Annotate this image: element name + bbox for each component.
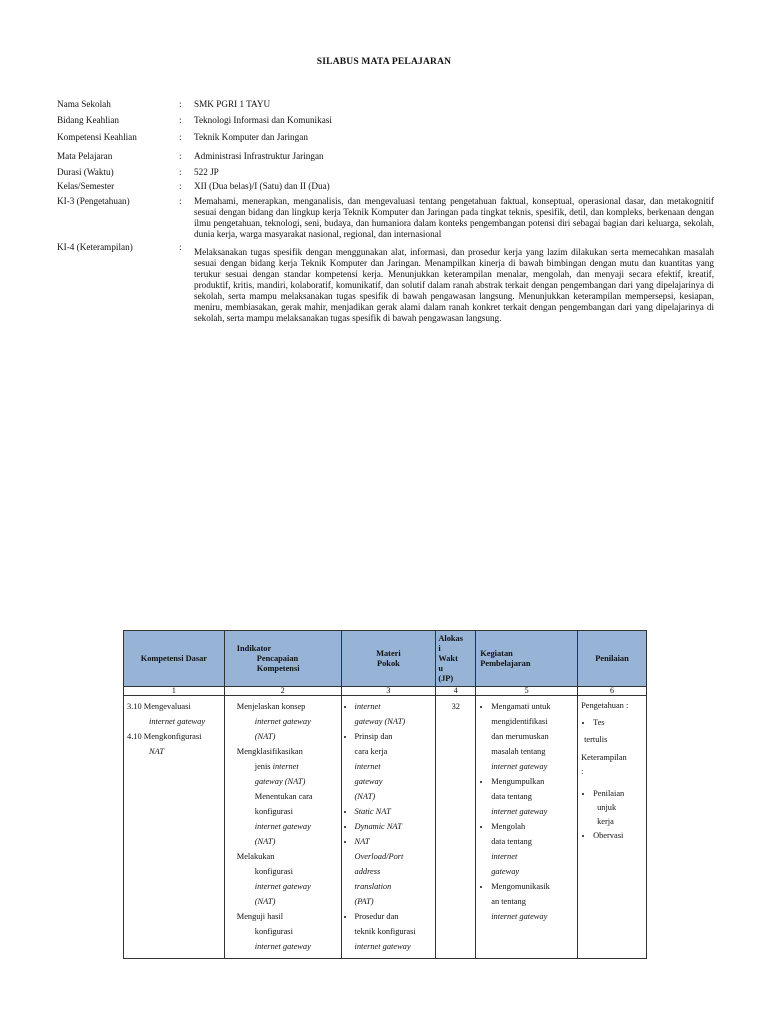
info-value: Teknik Komputer dan Jaringan	[194, 132, 308, 142]
info-colon: :	[179, 181, 182, 191]
indikator-line: Menentukan cara	[254, 792, 313, 801]
indikator-line: gateway (NAT)	[254, 777, 306, 786]
table-header-row	[124, 631, 647, 687]
info-colon: :	[179, 99, 182, 109]
info-value: Memahami, menerapkan, menganalisis, dan mengevaluasi tentang pengetahuan faktual, konseptual, operasional dasar, dan metakognitif sesuai dengan bidang dan lingkup kerja Teknik Komputer dan Jaringan pada tingkat teknis, spesifik, detil, dan kompleks, berkenaan dengan ilmu pengetahuan, teknologi, seni, budaya, dan humaniora dalam konteks pengembangan potensi diri sebagai bagian dari keluarga, sekolah, dunia kerja, warga masyarakat nasional, regional, dan internasional	[194, 196, 714, 239]
cell-indikator	[224, 696, 341, 959]
info-value: Teknologi Informasi dan Komunikasi	[194, 115, 332, 125]
indikator-line: konfigurasi	[254, 867, 293, 876]
indikator-line: internet gateway	[254, 942, 311, 951]
indikator-line: Mengklasifikasikan	[236, 747, 303, 756]
penilaian-line: :	[581, 767, 584, 776]
indikator-line: (NAT)	[254, 837, 276, 846]
info-colon: :	[179, 167, 182, 177]
page-title: SILABUS MATA PELAJARAN	[316, 57, 452, 67]
info-value: 522 JP	[194, 167, 219, 177]
column-number: 3	[341, 687, 436, 696]
list-item: • Mengumpulkan data tentang internet gateway	[491, 774, 574, 819]
list-item: • Tes	[593, 716, 643, 730]
table-row	[124, 696, 647, 959]
indikator-line: internet gateway	[254, 717, 311, 726]
indikator-line: (NAT)	[254, 897, 276, 906]
info-colon: :	[179, 132, 182, 142]
info-label: Kompetensi Keahlian	[57, 132, 137, 142]
penilaian-line: tertulis	[584, 735, 608, 744]
header-line: Materi	[376, 648, 401, 658]
list-item: • Prinsip dan cara kerja internet gateway (NAT)	[355, 729, 433, 804]
syllabus-table	[123, 630, 647, 959]
info-colon: :	[179, 242, 182, 252]
indikator-line: konfigurasi	[254, 807, 293, 816]
info-value: SMK PGRI 1 TAYU	[194, 99, 271, 109]
info-label: KI-3 (Pengetahuan)	[57, 196, 130, 206]
info-colon: :	[179, 115, 182, 125]
info-value: Melaksanakan tugas spesifik dengan menggunakan alat, informasi, dan prosedur kerja yang lazim dilakukan serta memecahkan masalah sesuai dengan bidang kerja Teknik Komputer dan Jaringan. Menampilkan kinerja di bawah bimbingan dengan mutu dan kuantitas yang terukur sesuai dengan standar kompetensi kerja. Menunjukkan keterampilan menalar, mengolah, dan menyaji secara efektif, kreatif, produktif, kritis, mandiri, kolaboratif, komunikatif, dan solutif dalam ranah abstrak terkait dengan pengembangan dari yang dipelajarinya di sekolah, serta mampu melaksanakan tugas spesifik di bawah pengawasan langsung. Menunjukkan keterampilan mempersepsi, kesiapan, meniru, membiasakan, gerak mahir, menjadikan gerak alami dalam ranah konkret terkait dengan pengembangan dari yang dipelajarinya di sekolah, serta mampu melaksanakan tugas spesifik di bawah pengawasan langsung.	[194, 247, 714, 323]
info-label: Mata Pelajaran	[57, 151, 113, 161]
header-line: Pencapaian	[256, 653, 299, 663]
header-line: Wakt	[438, 653, 458, 663]
list-item: • Mengamati untuk mengidentifikasi dan merumuskan masalah tentang internet gateway	[491, 699, 574, 774]
info-label: KI-4 (Keterampilan)	[57, 242, 133, 252]
cell-kompetensi-dasar	[124, 696, 225, 959]
indikator-italic: internet	[272, 762, 299, 771]
list-item: • internet gateway (NAT)	[355, 699, 433, 729]
column-number: 1	[124, 687, 225, 696]
kd-text: Mengkonfigurasi	[143, 732, 202, 741]
header-line: Pokok	[377, 658, 400, 668]
header-line: i	[438, 643, 441, 653]
list-item: • NAT Overload/Port address translation (PAT)	[355, 834, 433, 909]
info-label: Kelas/Semester	[57, 181, 115, 191]
list-item: • Mengolah data tentang internet gateway	[491, 819, 574, 879]
header-line: Pembelajaran	[480, 658, 531, 668]
header-kegiatan	[476, 631, 578, 687]
header-line: Alokas	[438, 633, 463, 643]
info-label: Bidang Keahlian	[57, 115, 119, 125]
info-value: Administrasi Infrastruktur Jaringan	[194, 151, 324, 161]
header-line: Kompetensi	[256, 663, 300, 673]
list-item: • Mengomunikasik an tentang internet gateway	[491, 879, 574, 924]
header-line: (JP)	[438, 673, 454, 683]
indikator-line: Menguji hasil	[236, 912, 284, 921]
cell-kegiatan	[476, 696, 578, 959]
indikator-line: konfigurasi	[254, 927, 293, 936]
indikator-line: Melakukan	[236, 852, 275, 861]
header-penilaian: Penilaian	[578, 631, 647, 687]
list-item: • Penilaian unjuk kerja	[593, 787, 643, 829]
kd-number: 4.10	[127, 732, 142, 741]
indikator-line: Menjelaskan konsep	[236, 702, 306, 711]
indikator-line: internet gateway	[254, 822, 311, 831]
indikator-line: (NAT)	[254, 732, 276, 741]
list-item: • Static NAT	[355, 804, 433, 819]
info-value: XII (Dua belas)/I (Satu) dan II (Dua)	[194, 181, 330, 191]
column-number: 2	[224, 687, 341, 696]
kd-number: 3.10	[127, 702, 142, 711]
kd-text-italic: NAT	[149, 747, 165, 756]
header-line: u	[438, 663, 443, 673]
cell-alokasi-waktu: 32	[436, 696, 476, 959]
penilaian-line: Pengetahuan :	[581, 701, 629, 710]
indikator-line: internet gateway	[254, 882, 311, 891]
header-line: Indikator	[236, 643, 272, 653]
cell-penilaian	[578, 696, 647, 959]
cell-materi-pokok	[341, 696, 436, 959]
column-number: 6	[578, 687, 647, 696]
header-line: Kegiatan	[480, 648, 513, 658]
info-colon: :	[179, 196, 182, 206]
kd-text: Mengevaluasi	[143, 702, 191, 711]
list-item: • Dynamic NAT	[355, 819, 433, 834]
header-materi	[341, 631, 436, 687]
column-number: 5	[476, 687, 578, 696]
info-label: Nama Sekolah	[57, 99, 111, 109]
indikator-line: jenis internet	[254, 762, 299, 771]
header-indikator	[224, 631, 341, 687]
header-alokasi	[436, 631, 476, 687]
column-number: 4	[436, 687, 476, 696]
table-number-row	[124, 687, 647, 696]
list-item: • Prosedur dan teknik konfigurasi internet gateway	[355, 909, 433, 954]
info-colon: :	[179, 151, 182, 161]
info-label: Durasi (Waktu)	[57, 167, 114, 177]
kd-text-italic: internet gateway	[149, 717, 206, 726]
header-kd: Kompetensi Dasar	[124, 631, 225, 687]
list-item: • Obervasi	[593, 829, 643, 843]
penilaian-line: Keterampilan	[581, 753, 627, 762]
